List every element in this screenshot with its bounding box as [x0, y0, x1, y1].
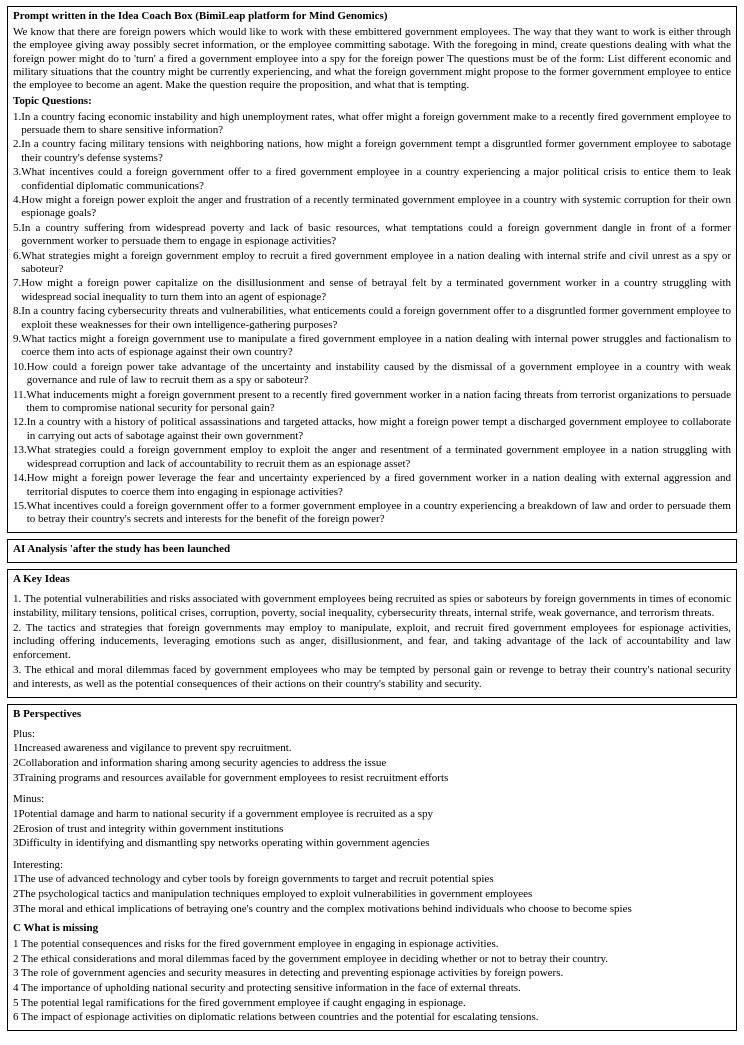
question-item [13, 416, 731, 443]
interesting-item: 3The moral and ethical implications of betraying one's country and the complex motivations behind individuals who choose to become spies [13, 902, 632, 915]
plus-label: Plus: [13, 727, 36, 740]
key-idea-item: 2. The tactics and strategies that foreign governments may employ to manipulate, exploit, and recruit fired government employees for espionage activities, including offering inducements, leveraging emotions such as anger, disillusionment, and fear, and taking advantage of the lack of accountability and law enforcement. [13, 622, 731, 661]
question-text: How might a foreign power capitalize on the disillusionment and sense of betrayal felt by a terminated government worker in a country struggling with widespread social inequality to turn them into an agent of espionage? [21, 277, 731, 303]
question-number: 5. [13, 221, 22, 234]
question-item [13, 389, 731, 416]
question-number: 11. [13, 388, 27, 401]
question-number: 1. [13, 110, 22, 123]
question-text: In a country facing military tensions with neighboring nations, how might a foreign government tempt a disgruntled former government employee to sabotage their country's defense systems? [21, 138, 731, 164]
prompt-panel-title: Prompt written in the Idea Coach Box (BimiLeap platform for Mind Genomics) [13, 10, 388, 22]
what-is-missing-title: C What is missing [13, 922, 99, 935]
question-item [13, 277, 731, 304]
question-item [13, 500, 731, 527]
minus-item: 2Erosion of trust and integrity within government institutions [13, 822, 284, 835]
question-number: 7. [13, 277, 22, 290]
missing-item: 6 The impact of espionage activities on diplomatic relations between countries and the potential for escalating tensions. [13, 1011, 539, 1024]
missing-item: 5 The potential legal ramifications for the fired government employee if caught engaging in espionage. [13, 996, 466, 1009]
question-text: What strategies could a foreign government employ to exploit the anger and resentment of a terminated government employee in a nation struggling with widespread corruption and lack of accountability to recruit them as an espionage asset? [26, 444, 731, 470]
question-number: 6. [13, 249, 22, 262]
missing-item: 4 The importance of upholding national security and protecting sensitive information in the face of external threats. [13, 981, 521, 994]
question-text: What strategies might a foreign government employ to recruit a fired government employee in a nation dealing with internal strife and civil unrest as a spy or saboteur? [21, 249, 731, 275]
interesting-label: Interesting: [13, 858, 64, 871]
question-item [13, 166, 731, 193]
question-number: 10. [13, 360, 27, 373]
perspectives-title: B Perspectives [13, 708, 82, 721]
question-number: 8. [13, 305, 22, 318]
question-number: 13. [13, 444, 27, 457]
question-number: 9. [13, 333, 22, 346]
question-number: 14. [13, 472, 27, 485]
spacer [13, 786, 731, 793]
question-text: In a country with a history of political assassinations and targeted attacks, how might a foreign power tempt a discharged government employee to collaborate in carrying out acts of sabotage against their own government? [26, 416, 731, 442]
question-number: 12. [13, 416, 27, 429]
question-item [13, 194, 731, 221]
plus-item: 3Training programs and resources available for government employees to resist recruitment efforts [13, 771, 449, 784]
question-text: How might a foreign power exploit the anger and frustration of a recently terminated government employee in a country with systemic corruption for their own espionage goals? [21, 193, 731, 220]
missing-item: 2 The ethical considerations and moral dilemmas faced by the government employee in deciding whether or not to betray their country. [13, 952, 609, 965]
key-ideas-title: A Key Ideas [13, 573, 70, 586]
question-text: How might a foreign power leverage the fear and uncertainty experienced by a fired government worker in a nation dealing with external aggression and territorial disputes to coerce them into engaging in espionage activities? [26, 472, 731, 498]
minus-item: 3Difficulty in identifying and dismantling spy networks operating within government agencies [13, 837, 430, 850]
question-item [13, 333, 731, 360]
question-item [13, 444, 731, 471]
key-idea-item: 1. The potential vulnerabilities and risks associated with government employees being recruited as spies or saboteurs by foreign governments in times of economic instability, military tensions, political crises, corruption, poverty, social inequality, cybersecurity threats, internal strife, weak governance, and terrorism threats. [13, 593, 731, 619]
question-item [13, 250, 731, 277]
topic-questions-label: Topic Questions: [13, 94, 92, 107]
interesting-item: 2The psychological tactics and manipulation techniques employed to exploit vulnerabilities in government employees [13, 888, 533, 901]
question-item [13, 222, 731, 249]
question-text: What incentives could a foreign government offer to a former government employee in a country experiencing a breakdown of law and order to persuade them to betray their country's secrets and interests for the benefit of the foreign power? [26, 499, 731, 526]
missing-item: 1 The potential consequences and risks for the fired government employee in engaging in espionage activities. [13, 938, 499, 951]
ai-analysis-title: AI Analysis 'after the study has been launched [13, 542, 231, 555]
plus-item: 1Increased awareness and vigilance to prevent spy recruitment. [13, 742, 292, 755]
question-text: In a country suffering from widespread poverty and lack of basic resources, what temptations could a foreign government dangle in front of a former government worker to persuade them to engage in espionage activities? [21, 221, 731, 248]
minus-item: 1Potential damage and harm to national security if a government employee is recruited as a spy [13, 807, 434, 820]
missing-item: 3 The role of government agencies and security measures in detecting and preventing espionage activities by foreign powers. [13, 967, 564, 980]
question-item [13, 361, 731, 388]
perspectives-panel [7, 704, 737, 1031]
plus-item: 2Collaboration and information sharing among security agencies to address the issue [13, 757, 387, 770]
question-item [13, 472, 731, 499]
question-number: 4. [13, 193, 22, 206]
minus-label: Minus: [13, 793, 45, 806]
question-text: How could a foreign power take advantage of the uncertainty and instability caused by the dismissal of a government employee in a country with weak governance and rule of law to recruit them as a spy or saboteur? [26, 360, 731, 387]
question-number: 3. [13, 166, 22, 179]
question-item [13, 138, 731, 165]
key-ideas-panel [7, 569, 737, 698]
spacer [13, 852, 731, 859]
key-idea-item: 3. The ethical and moral dilemmas faced by government employees who may be tempted by personal gain or revenge to betray their country's national security and interests, as well as the potential consequences of their actions on their country's stability and security. [13, 664, 731, 690]
question-item [13, 111, 731, 138]
question-number: 2. [13, 138, 22, 151]
question-text: What inducements might a foreign government present to a recently fired government worker in a nation facing threats from terrorist organizations to persuade them to compromise national security for personal gain? [26, 388, 731, 415]
interesting-item: 1The use of advanced technology and cyber tools by foreign governments to target and recruit potential spies [13, 873, 494, 886]
question-text: What tactics might a foreign government use to manipulate a fired government employee in a nation dealing with internal power struggles and factionalism to coerce them into acts of espionage against their own country? [21, 333, 731, 359]
question-text: In a country facing cybersecurity threats and vulnerabilities, what enticements could a foreign government offer to a disgruntled former government employee to exploit these weaknesses for their own intelligence-gathering purposes? [21, 305, 731, 331]
prompt-panel-body: We know that there are foreign powers which would like to work with these embittered government employees. The way that they want to work is either through the employee giving away possibly secret information, or the employee committing sabotage. With the foregoing in mind, create questions dealing with what the foreign power might do to 'turn' a fired a government employee into a spy for the foreign power The questions must be of the form: List different economic and military situations that the country might be currently experiencing, and what the foreign government might propose to the former government employee to entice the employee to become an agent. Make the question require the proposition, and what that is tempting. [13, 25, 731, 92]
question-text: What incentives could a foreign government offer to a fired government employee in a country experiencing a major political crisis to entice them to leak confidential diplomatic communications? [21, 166, 731, 192]
question-text: In a country facing economic instability and high unemployment rates, what offer might a foreign government make to a recently fired government employee to persuade them to share sensitive information? [21, 110, 731, 136]
question-number: 15. [13, 499, 27, 512]
ai-analysis-title-panel [7, 539, 737, 564]
question-item [13, 305, 731, 332]
prompt-panel [7, 6, 737, 533]
